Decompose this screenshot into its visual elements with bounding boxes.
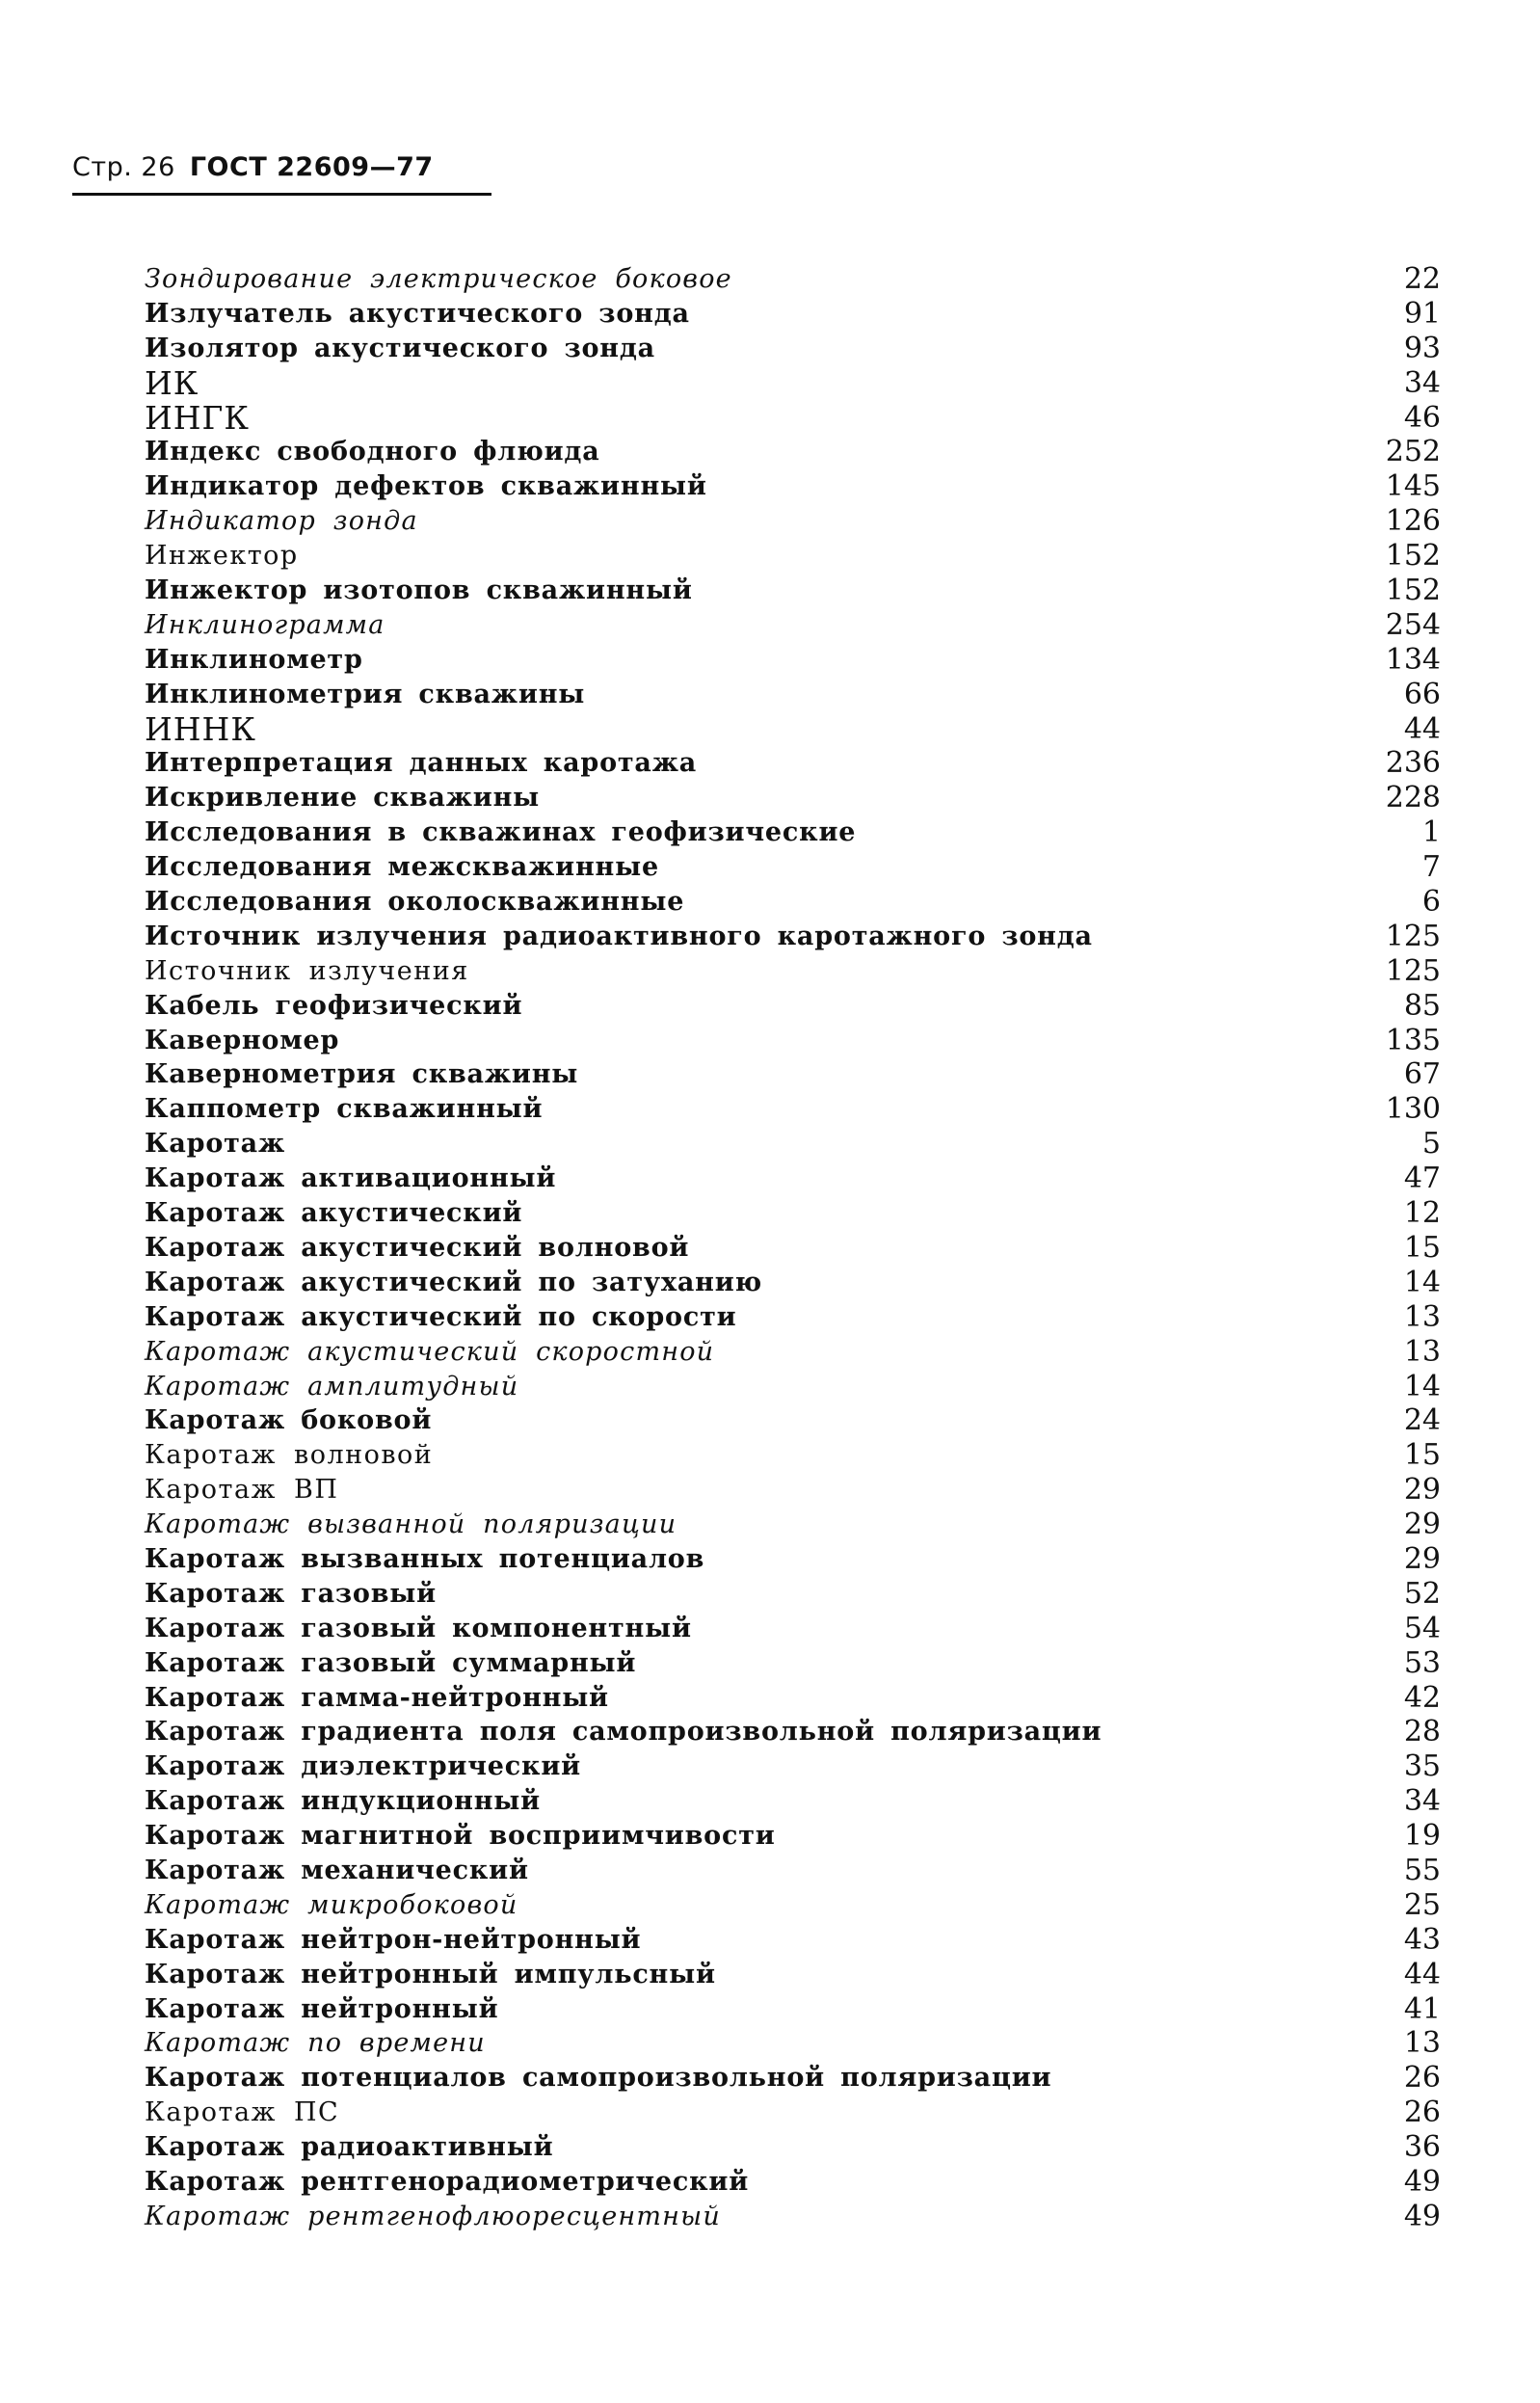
index-term: Инжектор [145, 541, 299, 572]
term-number: 134 [1385, 642, 1441, 677]
index-term: Каротаж ПС [145, 2097, 340, 2128]
index-term: Интерпретация данных каротажа [145, 748, 698, 779]
index-entry [145, 850, 1441, 885]
index-entry [145, 297, 1441, 332]
index-entry [145, 1161, 1441, 1196]
term-number: 152 [1385, 574, 1441, 608]
standard-code: ГОСТ 22609—77 [189, 152, 434, 182]
term-number: 47 [1403, 1161, 1441, 1196]
index-term: Искривление скважины [145, 783, 541, 814]
index-entry [145, 1370, 1441, 1404]
index-entry [145, 746, 1441, 781]
term-number: 66 [1403, 677, 1441, 711]
index-entry [145, 398, 1441, 437]
index-entry [145, 678, 1441, 712]
index-term: Каротаж гамма-нейтронный [145, 1682, 609, 1713]
index-entry [145, 1473, 1441, 1508]
index-entry [145, 1819, 1441, 1854]
index-entry [145, 2061, 1441, 2096]
term-number: 52 [1403, 1576, 1441, 1611]
index-entry [145, 1992, 1441, 2027]
index-entry [145, 574, 1441, 608]
index-entry [145, 1854, 1441, 1888]
index-term: Каппометр скважинный [145, 1094, 544, 1125]
index-term: Каротаж рентгенорадиометрический [145, 2166, 750, 2197]
index-entry [145, 1438, 1441, 1473]
index-entry [145, 643, 1441, 678]
index-term: Индикатор дефектов скважинный [145, 471, 707, 502]
index-term: Источник излучения радиоактивного каротажного зонда [145, 921, 1093, 951]
term-number: 93 [1403, 331, 1441, 365]
term-number: 13 [1403, 1299, 1441, 1334]
index-entry [145, 435, 1441, 469]
index-term: ИНГК [145, 398, 250, 437]
index-term: Каротаж газовый суммарный [145, 1647, 637, 1678]
index-term: Каротаж волновой [145, 1440, 434, 1471]
index-term: Каротаж активационный [145, 1163, 557, 1194]
term-number: 6 [1421, 885, 1441, 920]
index-entry [145, 1577, 1441, 1612]
term-number: 41 [1403, 1991, 1441, 2026]
index-entry [145, 954, 1441, 989]
term-number: 15 [1403, 1230, 1441, 1265]
term-number: 43 [1403, 1922, 1441, 1957]
index-entry [145, 2130, 1441, 2165]
index-term: Инклинометр [145, 644, 363, 675]
index-term: Каротаж газовый [145, 1578, 437, 1609]
term-number: 135 [1385, 1023, 1441, 1057]
term-number: 44 [1403, 711, 1441, 746]
term-number: 236 [1385, 746, 1441, 781]
term-number: 26 [1403, 2061, 1441, 2096]
term-number: 22 [1403, 262, 1441, 296]
term-number: 13 [1403, 1334, 1441, 1369]
index-term: Изолятор акустического зонда [145, 333, 655, 363]
term-number: 55 [1403, 1853, 1441, 1887]
index-entry [145, 1024, 1441, 1058]
term-number: 254 [1385, 607, 1441, 642]
term-number: 126 [1385, 504, 1441, 539]
index-term: Каротаж вызванной поляризации [145, 1509, 677, 1540]
index-term: Каротаж механический [145, 1855, 529, 1885]
index-term: Каротаж индукционный [145, 1786, 541, 1817]
term-number: 7 [1421, 850, 1441, 885]
term-number: 152 [1385, 539, 1441, 574]
index-entry [145, 1196, 1441, 1231]
index-entry [145, 1612, 1441, 1646]
index-entry [145, 2096, 1441, 2130]
term-number: 125 [1385, 953, 1441, 988]
term-number: 14 [1403, 1369, 1441, 1403]
index-term: Кабель геофизический [145, 990, 523, 1021]
index-entry [145, 539, 1441, 574]
index-entry [145, 2200, 1441, 2234]
term-number: 1 [1421, 815, 1441, 850]
term-number: 19 [1403, 1819, 1441, 1854]
index-term: Исследования околоскважинные [145, 887, 685, 918]
index-term: Каротаж [145, 1129, 286, 1160]
index-term: Индикатор зонда [145, 506, 418, 537]
term-number: 35 [1403, 1749, 1441, 1784]
index-term: Каротаж нейтронный [145, 1993, 499, 2024]
index-term: Каротаж нейтронный импульсный [145, 1959, 716, 1989]
index-entry [145, 1923, 1441, 1958]
page-number-label: Стр. 26 [72, 152, 175, 182]
index-term: Каротаж акустический по затуханию [145, 1267, 763, 1297]
index-term: Каротаж нейтрон-нейтронный [145, 1924, 642, 1955]
term-number: 42 [1403, 1680, 1441, 1715]
index-entry [145, 1335, 1441, 1370]
index-entry [145, 1127, 1441, 1161]
index-entry [145, 363, 1441, 402]
index-entry [145, 1681, 1441, 1716]
term-number: 53 [1403, 1645, 1441, 1680]
index-entry [145, 1958, 1441, 1992]
term-number: 125 [1385, 919, 1441, 953]
index-term: Каверномер [145, 1025, 340, 1055]
index-entry [145, 1715, 1441, 1749]
term-number: 44 [1403, 1957, 1441, 1991]
term-number: 24 [1403, 1403, 1441, 1438]
index-term: Каротаж микробоковой [145, 1889, 518, 1920]
index-entry [145, 2026, 1441, 2061]
header-rule [72, 193, 491, 196]
index-entry [145, 709, 1441, 748]
index-term: Инклинограмма [145, 609, 385, 640]
term-number: 34 [1403, 1784, 1441, 1819]
index-entry [145, 989, 1441, 1024]
term-number: 13 [1403, 2026, 1441, 2061]
term-number: 49 [1403, 2199, 1441, 2233]
index-term: Инклинометрия скважины [145, 679, 586, 709]
term-index-list [145, 262, 1441, 2234]
term-number: 34 [1403, 365, 1441, 400]
term-number: 29 [1403, 1473, 1441, 1508]
term-number: 26 [1403, 2096, 1441, 2130]
index-term: Инжектор изотопов скважинный [145, 575, 693, 606]
page-header [72, 152, 434, 182]
index-term: Каротаж акустический по скорости [145, 1301, 737, 1332]
index-term: ИННК [145, 709, 256, 748]
term-number: 130 [1385, 1092, 1441, 1127]
term-number: 91 [1403, 296, 1441, 331]
index-term: Излучатель акустического зонда [145, 298, 690, 329]
term-number: 15 [1403, 1438, 1441, 1473]
index-entry [145, 608, 1441, 643]
term-number: 85 [1403, 988, 1441, 1023]
index-term: Каротаж потенциалов самопроизвольной поляризации [145, 2063, 1052, 2094]
index-entry [145, 262, 1441, 297]
term-number: 25 [1403, 1887, 1441, 1922]
index-entry [145, 1888, 1441, 1923]
index-entry [145, 885, 1441, 920]
term-number: 46 [1403, 400, 1441, 435]
index-entry [145, 1749, 1441, 1784]
index-term: Каротаж диэлектрический [145, 1751, 581, 1782]
term-number: 67 [1403, 1057, 1441, 1092]
index-entry [145, 332, 1441, 366]
term-number: 12 [1403, 1196, 1441, 1231]
index-term: Исследования межскважинные [145, 852, 659, 883]
index-term: Каротаж градиента поля самопроизвольной поляризации [145, 1717, 1102, 1748]
term-number: 5 [1421, 1127, 1441, 1161]
index-term: Каротаж амплитудный [145, 1371, 519, 1402]
index-term: Каротаж ВП [145, 1475, 339, 1506]
index-entry [145, 1508, 1441, 1542]
index-term: Каротаж магнитной восприимчивости [145, 1821, 776, 1852]
index-term: Исследования в скважинах геофизические [145, 817, 857, 848]
index-term: Каротаж акустический скоростной [145, 1336, 715, 1367]
index-entry [145, 469, 1441, 504]
index-entry [145, 1057, 1441, 1092]
index-term: Кавернометрия скважины [145, 1059, 579, 1090]
term-number: 252 [1385, 435, 1441, 469]
term-number: 228 [1385, 781, 1441, 815]
index-term: Каротаж по времени [145, 2028, 486, 2059]
index-entry [145, 815, 1441, 850]
term-number: 14 [1403, 1265, 1441, 1299]
index-entry [145, 2165, 1441, 2200]
index-term: Каротаж боковой [145, 1405, 433, 1436]
index-term: Каротаж акустический волновой [145, 1232, 690, 1263]
index-entry [145, 1266, 1441, 1300]
index-term: Каротаж радиоактивный [145, 2132, 554, 2163]
index-entry [145, 504, 1441, 539]
index-term: Зондирование электрическое боковое [145, 264, 732, 294]
term-number: 54 [1403, 1611, 1441, 1645]
index-entry [145, 781, 1441, 815]
index-entry [145, 1231, 1441, 1266]
index-entry [145, 1300, 1441, 1335]
index-term: Каротаж акустический [145, 1198, 523, 1229]
term-number: 145 [1385, 469, 1441, 504]
term-number: 49 [1403, 2164, 1441, 2199]
index-entry [145, 1092, 1441, 1127]
term-number: 29 [1403, 1541, 1441, 1576]
term-number: 29 [1403, 1508, 1441, 1542]
index-entry [145, 1784, 1441, 1819]
term-number: 28 [1403, 1715, 1441, 1749]
term-number: 36 [1403, 2130, 1441, 2165]
index-term: Каротаж вызванных потенциалов [145, 1543, 705, 1574]
index-entry [145, 1403, 1441, 1438]
index-term: Источник излучения [145, 955, 469, 986]
index-term: Каротаж рентгенофлюоресцентный [145, 2201, 721, 2231]
index-entry [145, 920, 1441, 954]
index-term: Каротаж газовый компонентный [145, 1613, 692, 1643]
index-entry [145, 1646, 1441, 1681]
index-term: ИК [145, 363, 199, 402]
index-entry [145, 1542, 1441, 1577]
index-term: Индекс свободного флюида [145, 437, 600, 467]
